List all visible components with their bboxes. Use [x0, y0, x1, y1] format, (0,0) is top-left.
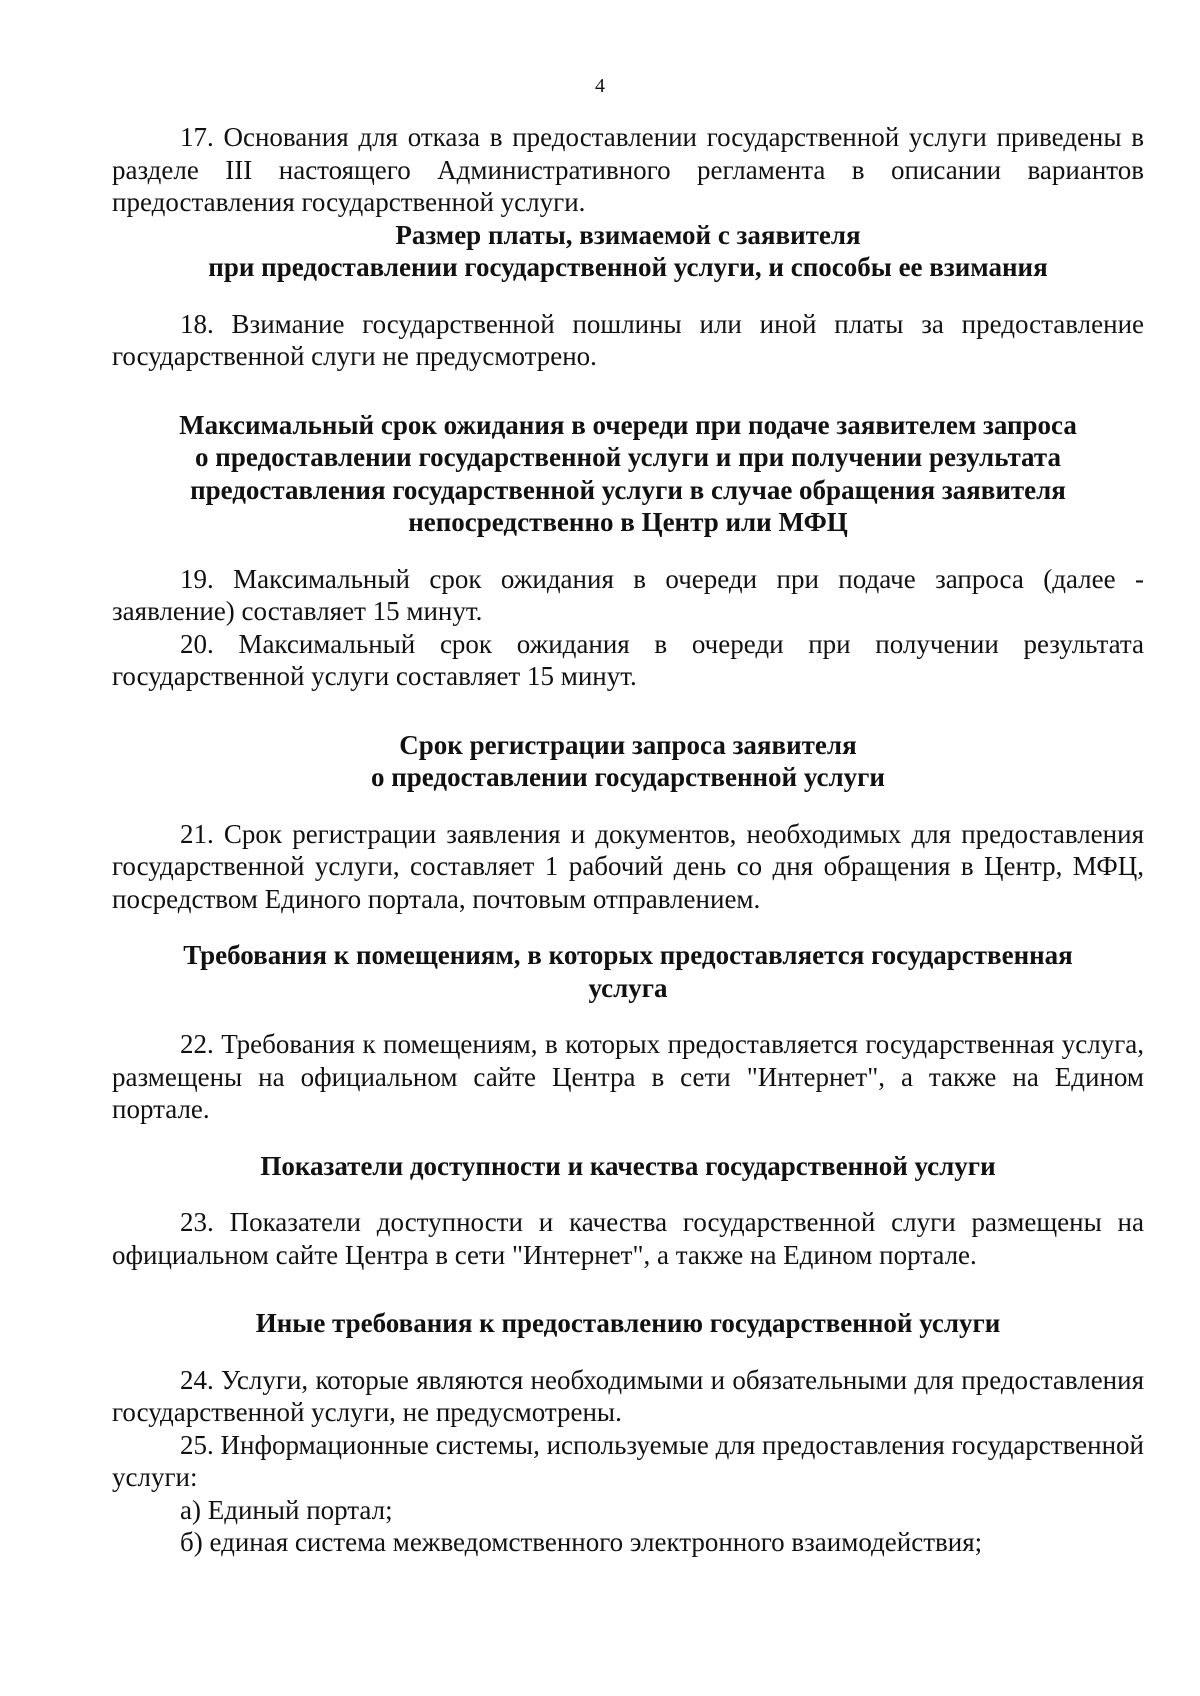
heading-fee-line-1: Размер платы, взимаемой с заявителя [395, 219, 861, 250]
paragraph-24: 24. Услуги, которые являются необходимыми и обязательными для предоставления государственной услуги, не предусмотрены. [112, 1364, 1144, 1427]
heading-other-requirements: Иные требования к предоставлению государственной услуги [255, 1308, 1001, 1338]
heading-queue [112, 409, 1144, 539]
heading-fee [112, 219, 1144, 284]
paragraph-20: 20. Максимальный срок ожидания в очереди при получении результата государственной услуги составляет 15 минут. [112, 628, 1144, 691]
spacer [112, 539, 1144, 563]
spacer [112, 1004, 1144, 1028]
spacer [112, 1340, 1144, 1364]
heading-premises-line-2: услуга [588, 972, 668, 1003]
heading-queue-line-2: о предоставлении государственной услуги и при получении результата [195, 442, 1061, 472]
spacer [112, 693, 1144, 729]
heading-queue-line-3: предоставления государственной услуги в случае обращения заявителя [190, 474, 1066, 505]
paragraph-23: 23. Показатели доступности и качества государственной слуги размещены на официальном сайте Центра в сети "Интернет", а также на Едином портале. [112, 1207, 1144, 1270]
paragraph-17: 17. Основания для отказа в предоставлении государственной услуги приведены в разделе III настоящего Административного регламента в описании вариантов предоставления государственной услуги. [112, 122, 1144, 217]
heading-queue-line-1: Максимальный срок ожидания в очереди при подаче заявителем запроса [179, 409, 1077, 440]
heading-premises [112, 939, 1144, 1004]
heading-premises-line-1: Требования к помещениям, в которых предоставляется государственная [183, 940, 1073, 970]
paragraph-25: 25. Информационные системы, используемые для предоставления государственной услуги: [112, 1429, 1144, 1492]
spacer [112, 915, 1144, 939]
spacer [112, 1271, 1144, 1307]
document-body [112, 121, 1144, 1559]
spacer [112, 1126, 1144, 1150]
spacer [112, 794, 1144, 818]
heading-quality: Показатели доступности и качества государственной услуги [260, 1150, 996, 1181]
heading-registration-line-2: о предоставлении государственной услуги [370, 762, 885, 792]
paragraph-18: 18. Взимание государственной пошлины или иной платы за предоставление государственной слуги не предусмотрено. [112, 308, 1144, 371]
spacer [112, 373, 1144, 409]
spacer [112, 1182, 1144, 1206]
paragraph-21: 21. Срок регистрации заявления и документов, необходимых для предоставления государственной услуги, составляет 1 рабочий день со дня обращения в Центр, МФЦ, посредством Единого портала, почтовым отправлением. [112, 818, 1144, 914]
heading-registration [112, 729, 1144, 794]
heading-registration-line-1: Срок регистрации запроса заявителя [399, 729, 857, 760]
paragraph-22: 22. Требования к помещениям, в которых предоставляется государственная услуга, размещены на официальном сайте Центра в сети "Интернет", а также на Едином портале. [112, 1029, 1144, 1124]
list-item-a: а) Единый портал; [180, 1494, 393, 1525]
paragraph-19: 19. Максимальный срок ожидания в очереди при подаче запроса (далее - заявление) составляет 15 минут. [112, 563, 1144, 626]
page-number: 4 [595, 75, 605, 97]
heading-queue-line-4: непосредственно в Центр или МФЦ [408, 507, 848, 537]
list-item-b: б) единая система межведомственного электронного взаимодействия; [180, 1527, 983, 1557]
heading-fee-line-2: при предоставлении государственной услуги, и способы ее взимания [208, 252, 1048, 282]
spacer [112, 284, 1144, 308]
